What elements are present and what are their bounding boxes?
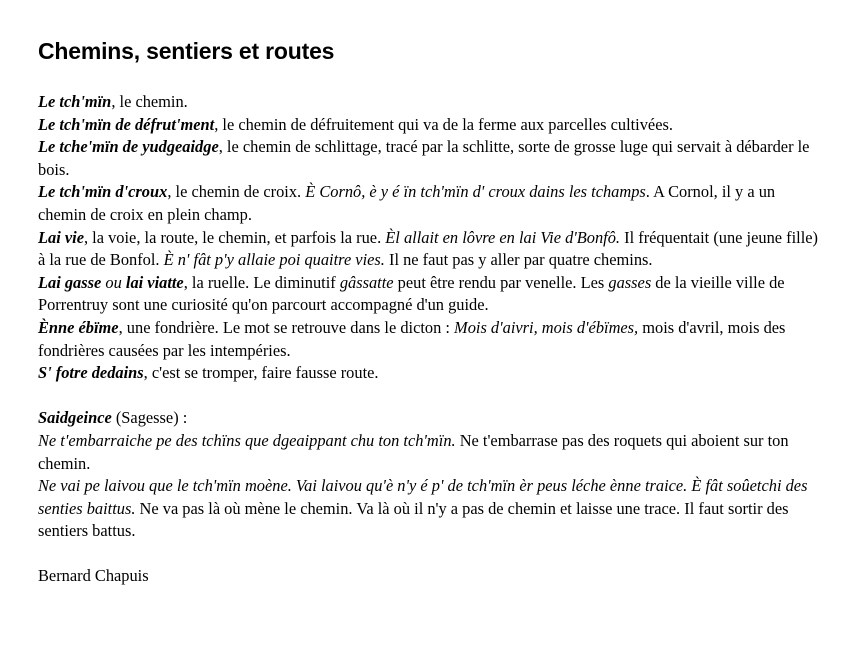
entry-definition: une fondrière. Le mot se retrouve dans le dicton : — [126, 317, 455, 337]
document-page — [38, 36, 818, 588]
entry-definition: la voie, la route, le chemin, et parfois la rue. — [92, 227, 386, 247]
saying-patois: Ne t'embarraiche pe des tchïns que dgeaippant chu ton tch'mïn. — [38, 430, 456, 450]
entry-example: Mois d'aivri, mois d'ébïmes, — [454, 317, 639, 337]
entry-definition: le chemin de croix. — [175, 182, 306, 202]
entry-example-translation: Il ne faut pas y aller par quatre chemins. — [384, 250, 653, 270]
entry-definition: le chemin. — [119, 92, 188, 111]
page-title: Chemins, sentiers et routes — [38, 38, 335, 64]
glossary-entry: Lai gasse ou lai viatte, la ruelle. Le diminutif gâssatte peut être rendu par venelle. Les gasses de la vieille ville de Porrentruy sont une curiosité qu'on parcourt accompagné d'un guide. — [38, 272, 785, 315]
spacer — [38, 385, 818, 408]
entry-definition: le chemin de défruitement qui va de la ferme aux parcelles cultivées. — [222, 114, 673, 134]
entry-term: lai viatte — [125, 272, 184, 292]
glossary-entry: Le tch'mïn d'croux, le chemin de croix. È Cornô, è y é ïn tch'mïn d' croux dains les tchamps. A Cornol, il y a un chemin de croix en plein champ. — [38, 182, 776, 224]
entry-word: gasses — [608, 272, 652, 292]
entry-term: Ènne ébïme — [38, 317, 119, 337]
glossary-entry: Le tch'mïn de défrut'ment, le chemin de défruitement qui va de la ferme aux parcelles cultivées. — [38, 114, 673, 134]
entry-term: Lai gasse — [38, 272, 102, 292]
saying-line — [38, 430, 818, 475]
entry-term: Lai vie — [38, 227, 84, 247]
saying-title: Saidgeince — [38, 408, 112, 428]
glossary-entry: Ènne ébïme, une fondrière. Le mot se retrouve dans le dicton : Mois d'aivri, mois d'ébïmes, mois d'avril, mois des fondrières causées par les intempéries. — [38, 317, 786, 360]
entry-definition: le chemin de schlittage, tracé par la schlitte, sorte de grosse luge qui servait à débarder le bois. — [38, 137, 810, 179]
saying-heading — [38, 407, 818, 430]
entry-example-translation: . A Cornol, il y a un chemin de croix en plein champ. — [38, 182, 776, 224]
entry-example: È n' fât p'y allaie poi quaitre vies. — [163, 250, 385, 270]
entry-definition: c'est se tromper, faire fausse route. — [151, 363, 379, 383]
saying-french: Ne va pas là où mène le chemin. Va là où il n'y a pas de chemin et laisse une trace. Il faut sortir des sentiers battus. — [38, 498, 789, 541]
saying-french: Ne t'embarrase pas des roquets qui aboient sur ton chemin. — [38, 430, 789, 473]
saying-line — [38, 475, 818, 543]
saying-patois: Ne vai pe laivou que le tch'mïn moène. Vai laivou qu'è n'y é p' de tch'mïn èr peus léche ènne traice. È fât soûetchi des senties baittus. — [38, 476, 808, 518]
entry-term: Le tch'mïn — [38, 92, 112, 111]
entry-definition: la ruelle. Le diminutif — [191, 272, 340, 292]
spacer — [38, 543, 818, 566]
glossary-entry: Le tch'mïn, le chemin. — [38, 92, 188, 111]
entry-term: S' fotre dedains — [38, 363, 144, 383]
entry-example-translation: mois d'avril, mois des fondrières causées par les intempéries. — [38, 317, 786, 360]
glossary-entry: S' fotre dedains, c'est se tromper, faire fausse route. — [38, 363, 379, 383]
saying-title-translation: (Sagesse) : — [111, 408, 188, 428]
glossary-entry: Lai vie, la voie, la route, le chemin, et parfois la rue. Èl allait en lôvre en lai Vie d'Bonfô. Il fréquentait (une jeune fille) à la rue de Bonfol. È n' fât p'y allaie poi quaitre vies. Il ne faut pas y aller par quatre chemins. — [38, 227, 818, 270]
entry-example-translation: Il fréquentait (une jeune fille) à la rue de Bonfol. — [38, 227, 818, 270]
entry-example: Èl allait en lôvre en lai Vie d'Bonfô. — [385, 227, 621, 247]
entry-example: È Cornô, è y é ïn tch'mïn d' croux dains les tchamps — [305, 182, 646, 202]
entry-word: gâssatte — [339, 272, 394, 292]
glossary — [38, 91, 818, 588]
entry-term: Le tch'mïn de défrut'ment — [38, 114, 215, 134]
author-signature: Bernard Chapuis — [38, 566, 149, 586]
glossary-entry: Le tche'mïn de yudgeaidge, le chemin de schlittage, tracé par la schlitte, sorte de grosse luge qui servait à débarder le bois. — [38, 137, 810, 179]
entry-term: Le tch'mïn d'croux — [38, 182, 168, 202]
entry-term: Le tche'mïn de yudgeaidge — [38, 137, 219, 157]
